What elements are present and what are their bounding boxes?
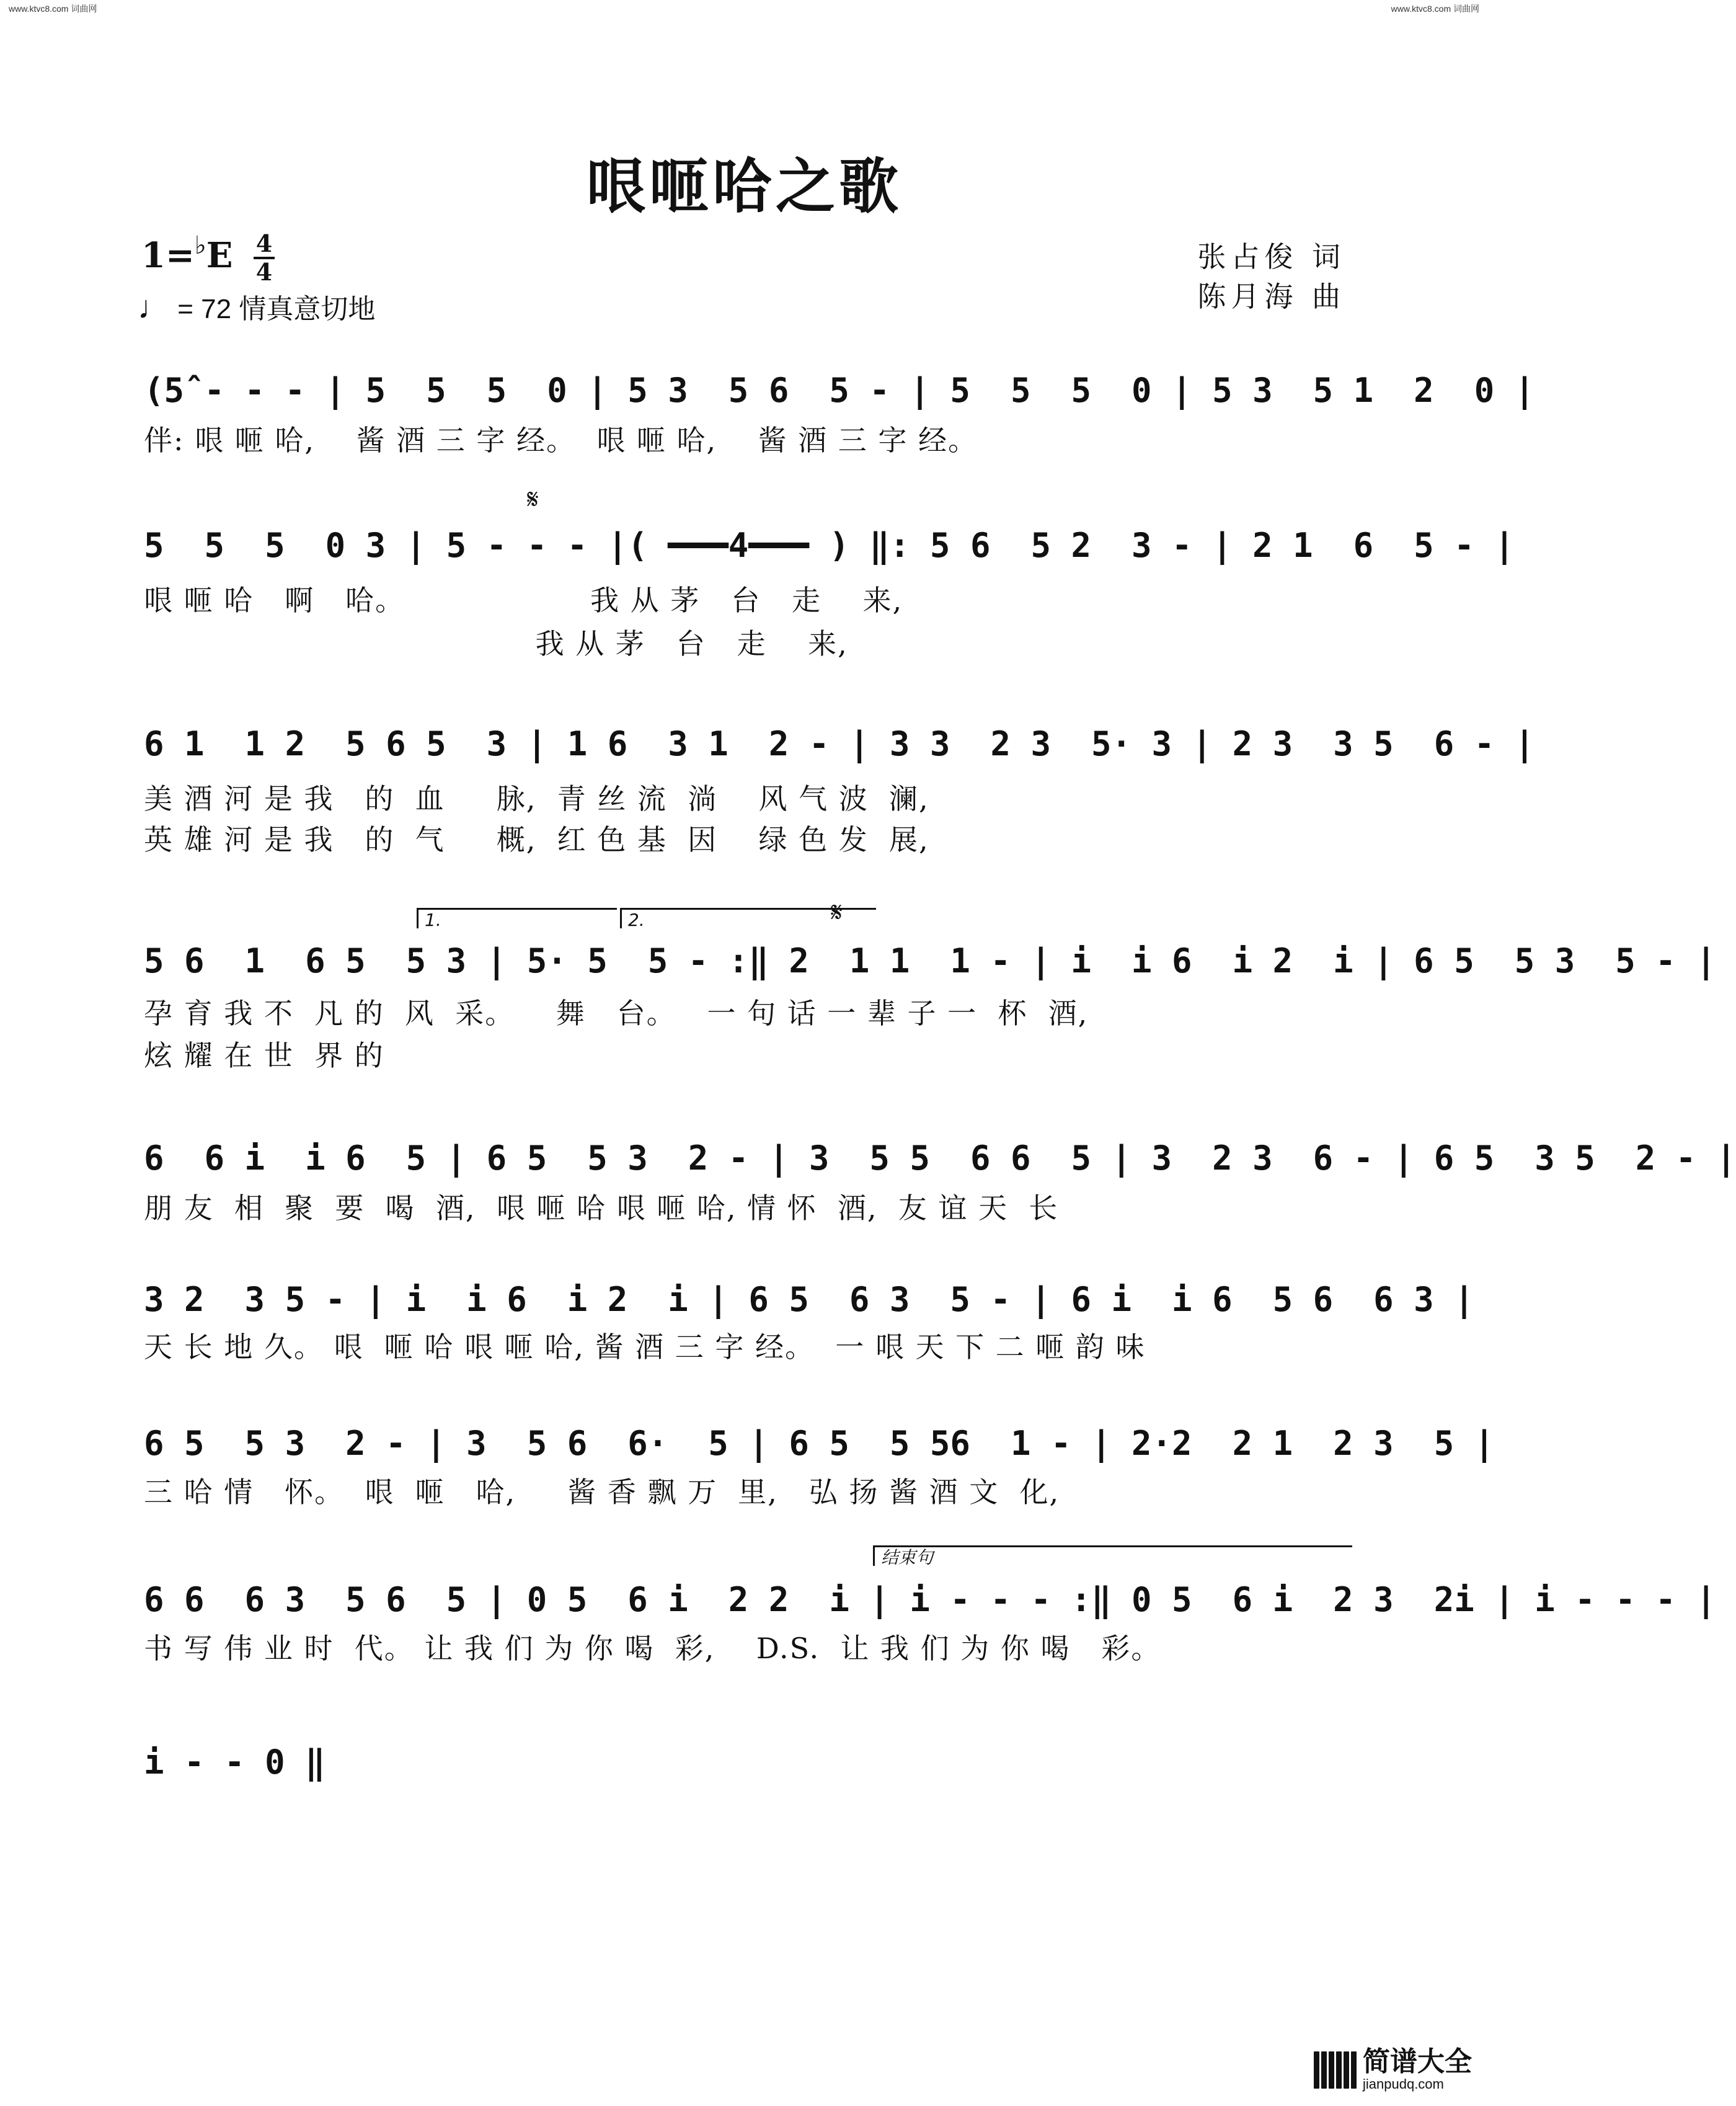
brand-logo <box>1314 2048 1472 2092</box>
lyric-line: 哏 咂 哈 啊 哈。 我 从 茅 台 走 来, <box>144 584 903 617</box>
volta-1: 1. <box>417 908 617 928</box>
lyric-line: 炫 耀 在 世 界 的 <box>144 1039 384 1072</box>
key-note: E <box>206 235 233 276</box>
lyric-line: 我 从 茅 台 走 来, <box>144 627 848 660</box>
tempo-marking <box>138 287 375 326</box>
tempo-expression: 情真意切地 <box>239 294 376 324</box>
music-line: 5 5 5 0 3 | 5 - - - |( ━━━4━━━ ) ‖: 5 6 5 2 3 - | 2 1 6 5 - | <box>144 526 1515 565</box>
music-line: 6 6 6 3 5 6 5 | 0 5 6 i 2 2 i | i - - - :‖ 0 5 6 i 2 3 2i | i - - - | <box>144 1580 1716 1619</box>
composer-credit: 陈月海 曲 <box>1197 280 1345 313</box>
key-signature <box>141 229 275 287</box>
brand-url: jianpudq.com <box>1363 2076 1444 2092</box>
lyric-line: 英 雄 河 是 我 的 气 概, 红 色 基 因 绿 色 发 展, <box>144 823 929 856</box>
time-signature <box>254 229 275 287</box>
lyric-line: 书 写 伟 业 时 代。 让 我 们 为 你 喝 彩, D.S. 让 我 们 为 你 喝 彩。 <box>144 1632 1161 1665</box>
music-line: 5 6 1 6 5 5 3 | 5· 5 5 - :‖ 2 1 1 1 - | i i 6 i 2 i | 6 5 5 3 5 - | <box>144 941 1716 980</box>
tempo-value: = 72 <box>177 294 232 324</box>
lyric-line: 天 长 地 久。 哏 咂 哈 哏 咂 哈, 酱 酒 三 字 经。 一 哏 天 下 二 咂 韵 味 <box>144 1330 1146 1364</box>
header-left-mark: www.ktvc8.com 词曲网 <box>9 4 97 14</box>
segno-icon: 𝄋 <box>527 484 539 515</box>
quarter-note-icon: ♩ <box>138 290 170 326</box>
music-line: i - - 0 ‖ <box>144 1743 326 1782</box>
piano-keys-icon <box>1314 2051 1357 2089</box>
lyric-line: 三 哈 情 怀。 哏 咂 哈, 酱 香 飘 万 里, 弘 扬 酱 酒 文 化, <box>144 1475 1060 1509</box>
music-line: (5̂ - - - | 5 5 5 0 | 5 3 5 6 5 - | 5 5 5 0 | 5 3 5 1 2 0 | <box>144 371 1535 410</box>
lyric-line: 朋 友 相 聚 要 喝 酒, 哏 咂 哈 哏 咂 哈, 情 怀 酒, 友 谊 天 长 <box>144 1191 1059 1225</box>
coda-bracket: 结束句 <box>873 1545 1352 1566</box>
time-top: 4 <box>255 229 273 258</box>
lyricist-credit: 张占俊 词 <box>1197 240 1345 273</box>
lyric-line: 美 酒 河 是 我 的 血 脉, 青 丝 流 淌 风 气 波 澜, <box>144 782 929 815</box>
song-title: 哏咂哈之歌 <box>586 151 902 221</box>
key-prefix: 1= <box>141 235 195 276</box>
brand-name: 简谱大全 <box>1363 2046 1472 2077</box>
music-line: 6 5 5 3 2 - | 3 5 6 6· 5 | 6 5 5 56 1 - | 2·2 2 1 2 3 5 | <box>144 1424 1495 1463</box>
music-line: 6 6 i i 6 5 | 6 5 5 3 2 - | 3 5 5 6 6 5 | 3 2 3 6 - | 6 5 3 5 2 - | <box>144 1139 1736 1178</box>
flat-symbol: ♭ <box>194 231 206 260</box>
volta-2: 2. <box>620 908 876 928</box>
lyric-line: 伴: 哏 咂 哈, 酱 酒 三 字 经。 哏 咂 哈, 酱 酒 三 字 经。 <box>144 424 978 457</box>
header-right-mark: www.ktvc8.com 词曲网 <box>1391 4 1479 14</box>
time-bottom: 4 <box>255 258 273 287</box>
lyric-line: 孕 育 我 不 凡 的 风 采。 舞 台。 一 句 话 一 辈 子 一 杯 酒, <box>144 997 1089 1030</box>
music-line: 6 1 1 2 5 6 5 3 | 1 6 3 1 2 - | 3 3 2 3 5· 3 | 2 3 3 5 6 - | <box>144 724 1535 763</box>
segno-icon: 𝄋 <box>831 897 843 928</box>
music-line: 3 2 3 5 - | i i 6 i 2 i | 6 5 6 3 5 - | 6 i i 6 5 6 6 3 | <box>144 1280 1474 1319</box>
